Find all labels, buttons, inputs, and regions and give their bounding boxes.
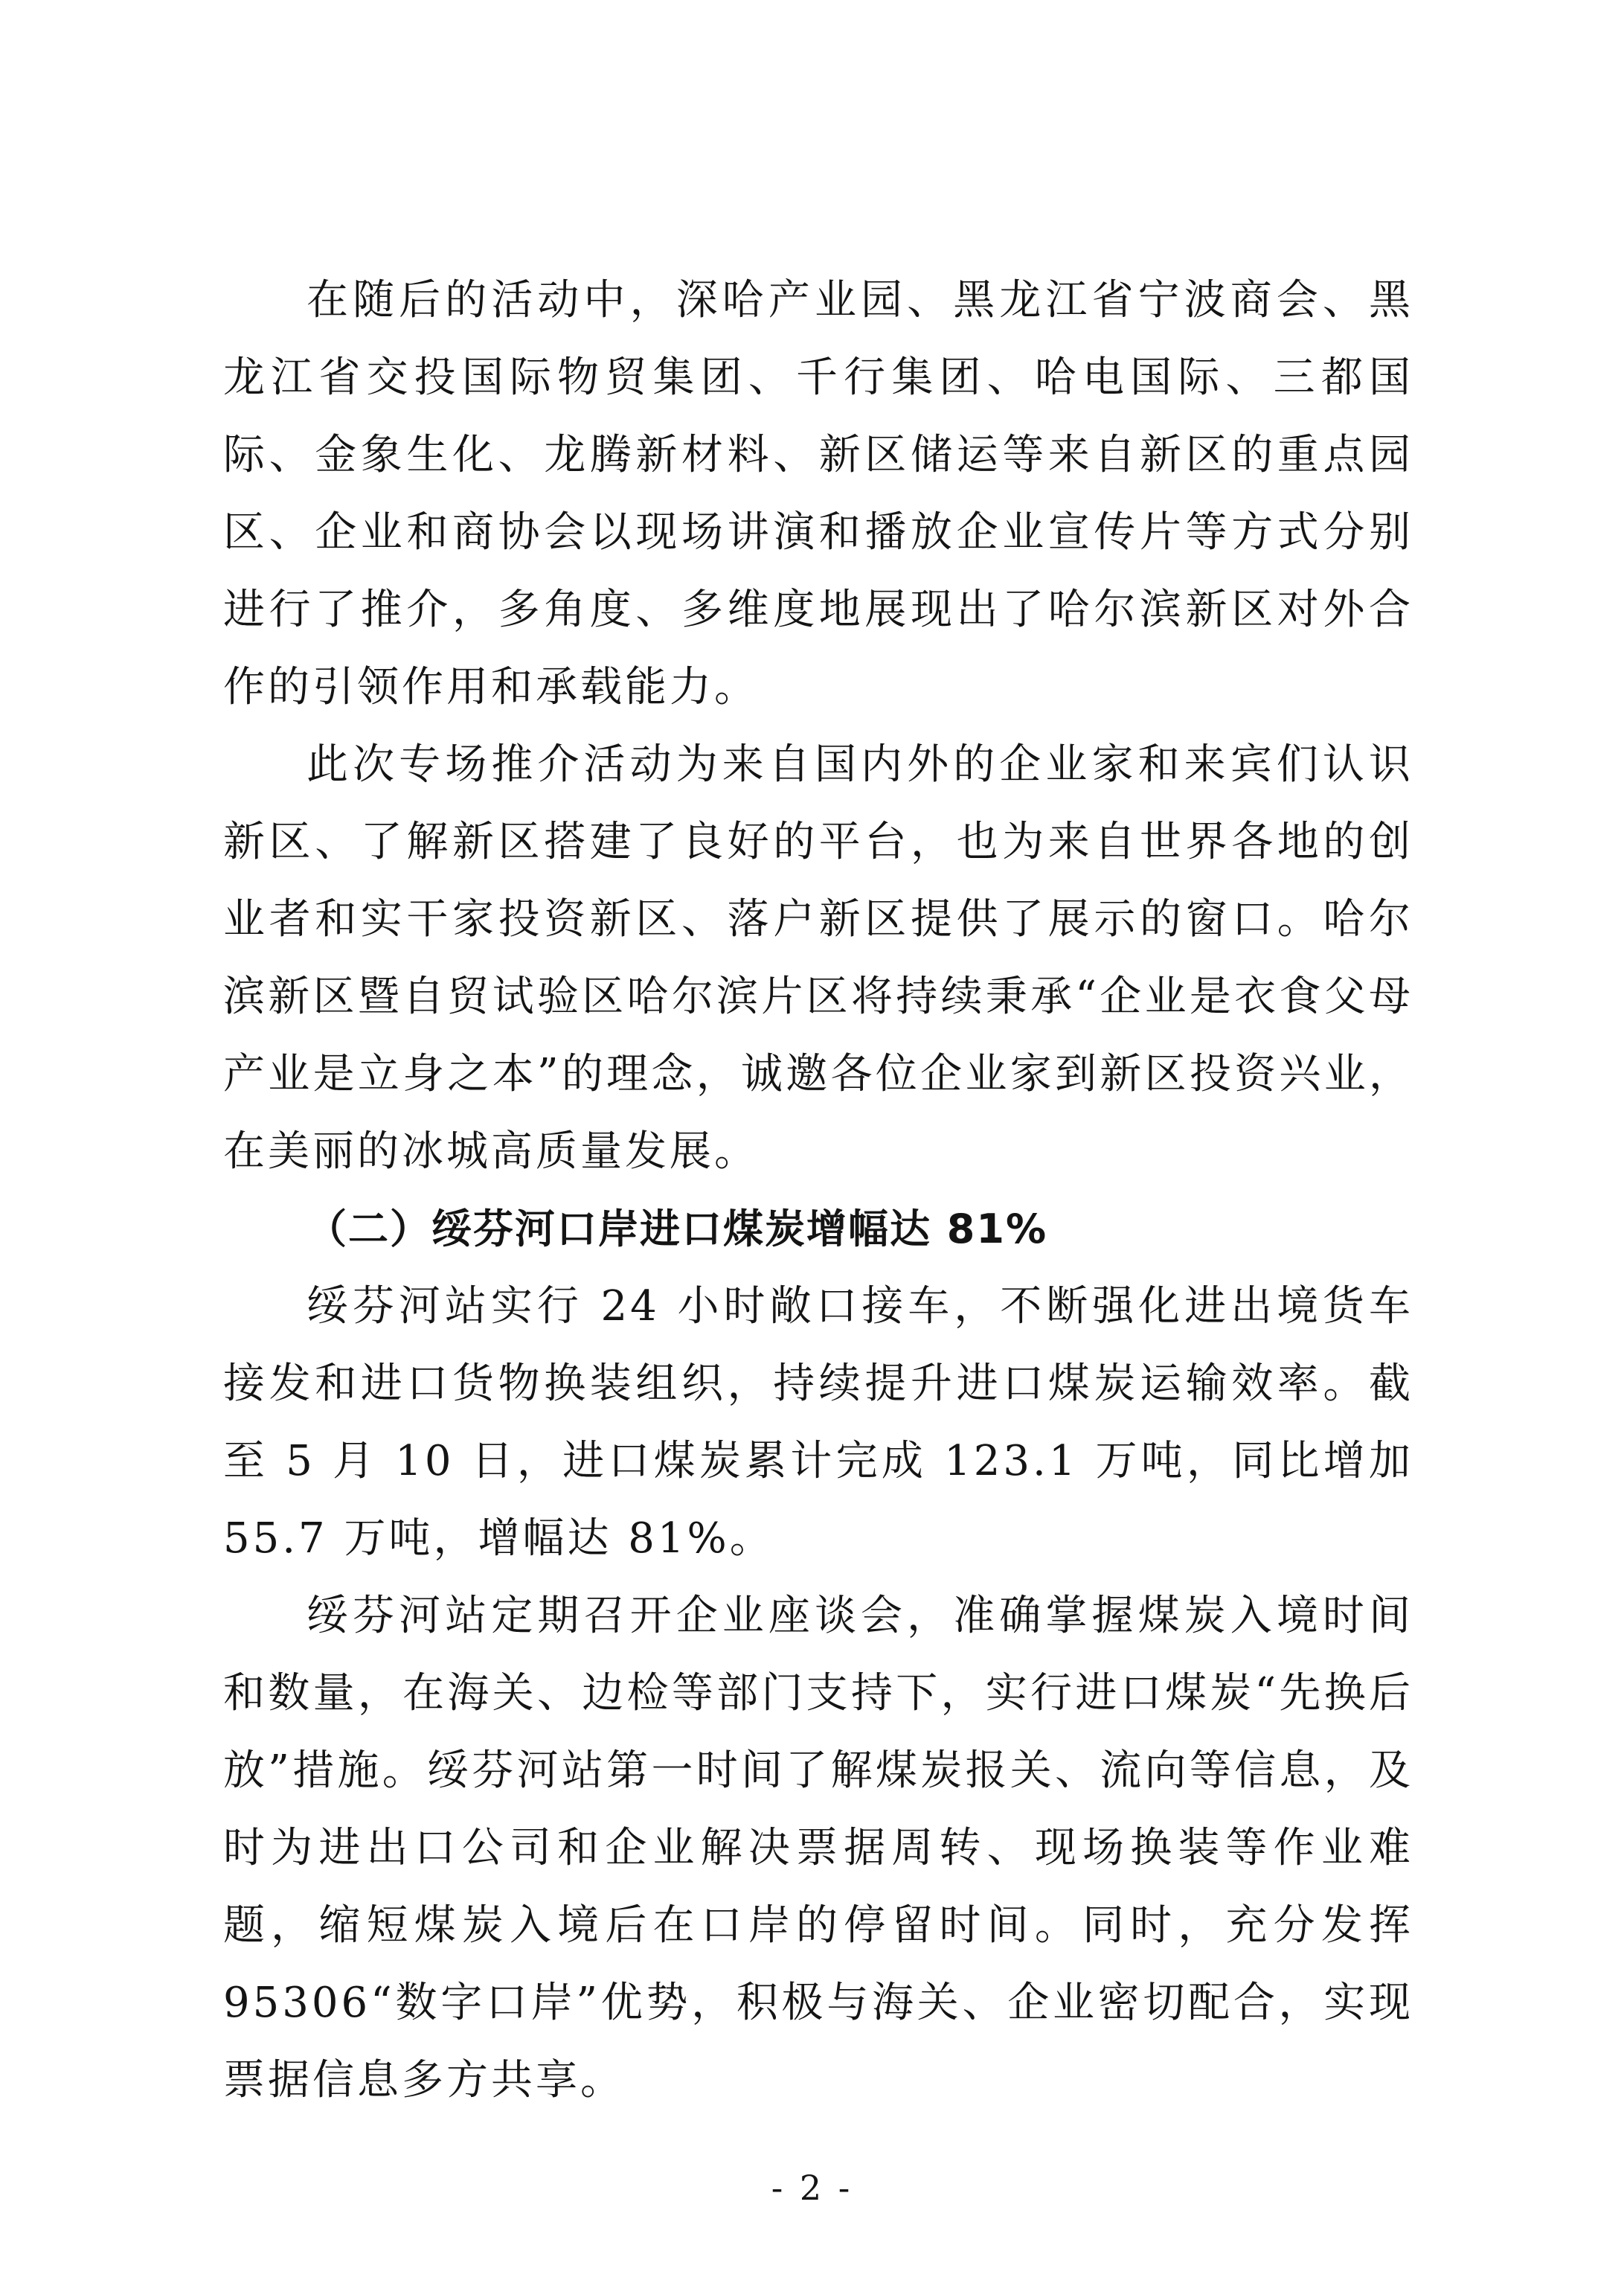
paragraph-promotion-activities: 在随后的活动中，深哈产业园、黑龙江省宁波商会、黑龙江省交投国际物贸集团、千行集团、哈电国际、三都国际、金象生化、龙腾新材料、新区储运等来自新区的重点园区、企业和商协会以现场讲演和播放企业宣传片等方式分别进行了推介，多角度、多维度地展现出了哈尔滨新区对外合作的引领作用和承载能力。 bbox=[223, 276, 1413, 711]
section-heading: （二）绥芬河口岸进口煤炭增幅达 81% bbox=[306, 1206, 1048, 1252]
document-body bbox=[223, 262, 1413, 2119]
paragraph-promotion-summary: 此次专场推介活动为来自国内外的企业家和来宾们认识新区、了解新区搭建了良好的平台，也为来自世界各地的创业者和实干家投资新区、落户新区提供了展示的窗口。哈尔滨新区暨自贸试验区哈尔滨片区将持续秉承“企业是衣食父母 产业是立身之本”的理念，诚邀各位企业家到新区投资兴业，在美丽的冰城高质量发展。 bbox=[223, 740, 1413, 1176]
page-number: - 2 - bbox=[771, 2168, 853, 2208]
paragraph-suifenhe-measures: 绥芬河站定期召开企业座谈会，准确掌握煤炭入境时间和数量，在海关、边检等部门支持下，实行进口煤炭“先换后放”措施。绥芬河站第一时间了解煤炭报关、流向等信息，及时为进出口公司和企业解决票据周转、现场换装等作业难题，缩短煤炭入境后在口岸的停留时间。同时，充分发挥 95306“数字口岸”优势，积极与海关、企业密切配合，实现票据信息多方共享。 bbox=[223, 1592, 1413, 2104]
paragraph-suifenhe-coal-volume: 绥芬河站实行 24 小时敞口接车，不断强化进出境货车接发和进口货物换装组织，持续提升进口煤炭运输效率。截至 5 月 10 日，进口煤炭累计完成 123.1 万吨，同比增加 55.7 万吨，增幅达 81%。 bbox=[223, 1282, 1413, 1563]
